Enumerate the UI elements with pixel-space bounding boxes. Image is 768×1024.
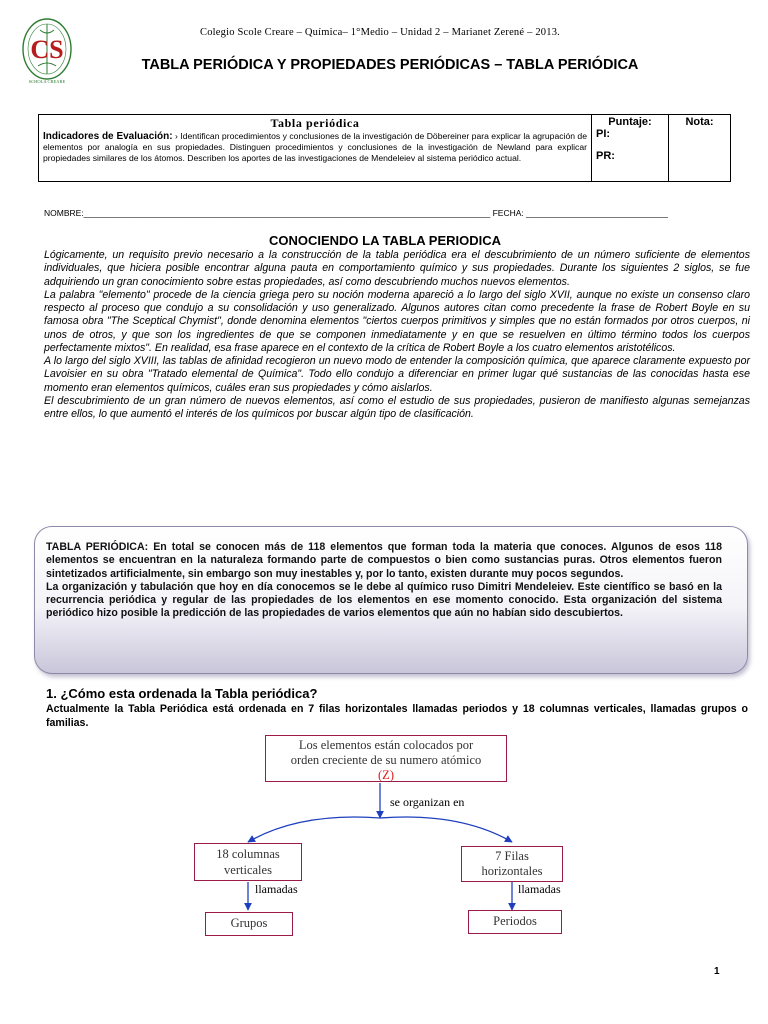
score-label: Puntaje: — [608, 116, 652, 128]
groups-box: Grupos — [205, 912, 293, 936]
arrow-curve-right — [380, 817, 512, 842]
pi-label: PI: — [596, 128, 611, 140]
right-box-line: horizontales — [481, 864, 543, 878]
header-line: Colegio Scole Creare – Química– 1°Medio – Unidad 2 – Marianet Zerené – 2013. — [200, 27, 560, 38]
pr-label: PR: — [596, 150, 615, 162]
diagram-right-box — [461, 846, 563, 882]
paragraph: El descubrimiento de un gran número de nuevos elementos, así como el estudio de sus propiedades, pusieron de manifiesto algunas semejanzas entre ellos, lo que aumentó el interés de los químicos por buscar algún tipo de clasificación. — [44, 394, 750, 420]
right-arrow-label: llamadas — [518, 882, 561, 896]
info-paragraph: La organización y tabulación que hoy en día conocemos se le debe al químico ruso Dimitri Mendeleiev. Este científico se basó en la recurrencia periódica y regular de las propiedades de los elementos en ese momento conocido. Esta organización del sistema periódico hizo posible la predicción de las propiedades de varios elementos que aún no habían sido descubiertos. — [46, 580, 722, 620]
diagram-left-box — [194, 843, 302, 881]
left-arrow-label: llamadas — [255, 882, 298, 896]
fecha-label: FECHA: — [492, 208, 524, 218]
periods-box: Periodos — [468, 910, 562, 934]
question-heading: 1. ¿Cómo esta ordenada la Tabla periódica? — [46, 686, 318, 701]
left-box-line: 18 columnas — [216, 847, 280, 861]
z-paren: ( — [378, 768, 383, 782]
z-symbol: Z — [382, 768, 390, 782]
right-box-line: 7 Filas — [495, 849, 529, 863]
indicators-label: Indicadores de Evaluación: — [43, 131, 173, 142]
info-text: En total se conocen más de 118 elementos que forman toda la materia que conoces. Algunos de esos 118 elementos se encuentran en la naturaleza formando parte de compuestos o bien como sustancias puras. Otros elementos fueron sintetizados artificialmente, sin embargo son muy inestables y, por lo tanto, existen durante muy pocos segundos. — [46, 541, 723, 580]
left-box-line: verticales — [224, 862, 272, 877]
diagram-top-line: orden creciente de su numero atómico — [290, 753, 482, 767]
evaluation-section-title: Tabla periódica — [270, 116, 360, 130]
paragraph: Lógicamente, un requisito previo necesario a la construcción de la tabla periódica era el descubrimiento de un número suficiente de elementos individuales, que hiciera posible encontrar alguna pauta en comportamiento químico y sus propiedades. Durante los siguientes 2 siglos, se fue adquiriendo un gran conocimiento sobre estas propiedades, así como descubriendo muchos nuevos elementos. — [44, 249, 750, 288]
paragraph: A lo largo del siglo XVIII, las tablas de afinidad recogieron un nuevo modo de entender la composición química, que aparece claramente expuesto por Lavoisier en su obra "Tratado elemental de Química". Todo ello condujo a diferenciar en primer lugar qué sustancias de las conocidas hasta ese momento eran elementos químicos, cuáles eran sus propiedades y cómo aislarlos. — [44, 355, 750, 394]
logo-ring-text: SCHOLA CREARE — [28, 79, 66, 84]
arrow-curve-left — [248, 817, 380, 842]
grade-label: Nota: — [685, 116, 714, 128]
nombre-label: NOMBRE: — [44, 208, 84, 218]
info-lead: TABLA PERIÓDICA: — [46, 541, 149, 553]
paragraph: La palabra "elemento" procede de la ciencia griega pero su noción moderna apareció a lo largo del siglo XVII, aunque no existe un consenso claro respecto al proceso que condujo a su consolidación y uso generalizado. Algunos autores citan como precedente la frase de Robert Boyle en su famosa obra "The Sceptical Chymist", donde denomina elementos "ciertos cuerpos primitivos y simples que no están formados por otros cuerpos, ni unos de otros, y que son los ingredientes de que se componen inmediatamente y en que se resuelven en último término todos los cuerpos perfectamente mixtos". En realidad, esa frase aparece en el contexto de la crítica de Robert Boyle a los cuatro elementos aristotélicos. — [44, 288, 750, 354]
indicators-text: › Identifican procedimientos y conclusiones de la investigación de Döbereiner para explicar la agrupación de elementos por analogía en sus propiedades. Distinguen procedimientos y conclusiones de la investigación de Newland para explicar propiedades similares de los átomos. Describen los aportes de las investigaciones de Mendeleiev al sistema periódico actual. — [43, 131, 587, 163]
diagram-top-line: Los elementos están colocados por — [298, 738, 474, 752]
logo-letters: CS — [30, 35, 64, 64]
section-heading: CONOCIENDO LA TABLA PERIODICA — [268, 233, 502, 248]
nombre-field[interactable]: ______________________________________________________________________________________ — [83, 208, 491, 218]
z-paren: ) — [389, 768, 394, 782]
question-text: Actualmente la Tabla Periódica está ordenada en 7 filas horizontales llamadas periodos y 18 columnas verticales, llamadas grupos o familias. — [46, 703, 748, 729]
page-number: 1 — [714, 966, 720, 977]
fecha-field[interactable]: ______________________________ — [526, 208, 668, 218]
page-title: TABLA PERIÓDICA Y PROPIEDADES PERIÓDICAS – TABLA PERIÓDICA — [141, 57, 639, 73]
connector-label: se organizan en — [390, 795, 465, 809]
